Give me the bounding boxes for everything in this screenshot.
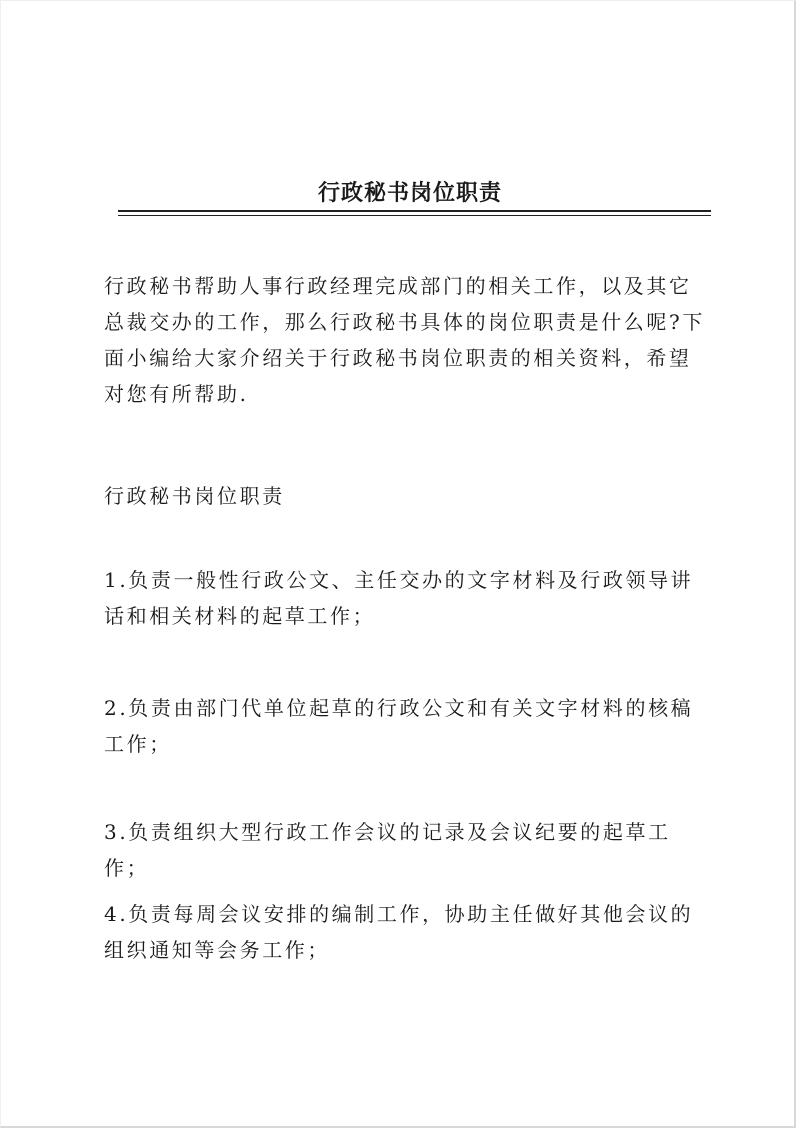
duty-item: 3.负责组织大型行政工作会议的记录及会议纪要的起草工作； (104, 820, 671, 880)
duty-item: 1.负责一般性行政公文、主任交办的文字材料及行政领导讲话和相关材料的起草工作； (104, 568, 694, 628)
intro-paragraph: 行政秘书帮助人事行政经理完成部门的相关工作，以及其它总裁交办的工作，那么行政秘书具体的岗位职责是什么呢?下面小编给大家介绍关于行政秘书岗位职责的相关资料，希望对您有所帮助. (104, 274, 705, 406)
section-heading: 行政秘书岗位职责 (104, 484, 285, 508)
title-rule-thick (118, 210, 711, 212)
duty-item: 4.负责每周会议安排的编制工作，协助主任做好其他会议的组织通知等会务工作； (104, 902, 694, 962)
duty-item: 2.负责由部门代单位起草的行政公文和有关文字材料的核稿工作； (104, 696, 694, 756)
document-title: 行政秘书岗位职责 (317, 179, 502, 206)
title-rule-thin (118, 215, 711, 216)
